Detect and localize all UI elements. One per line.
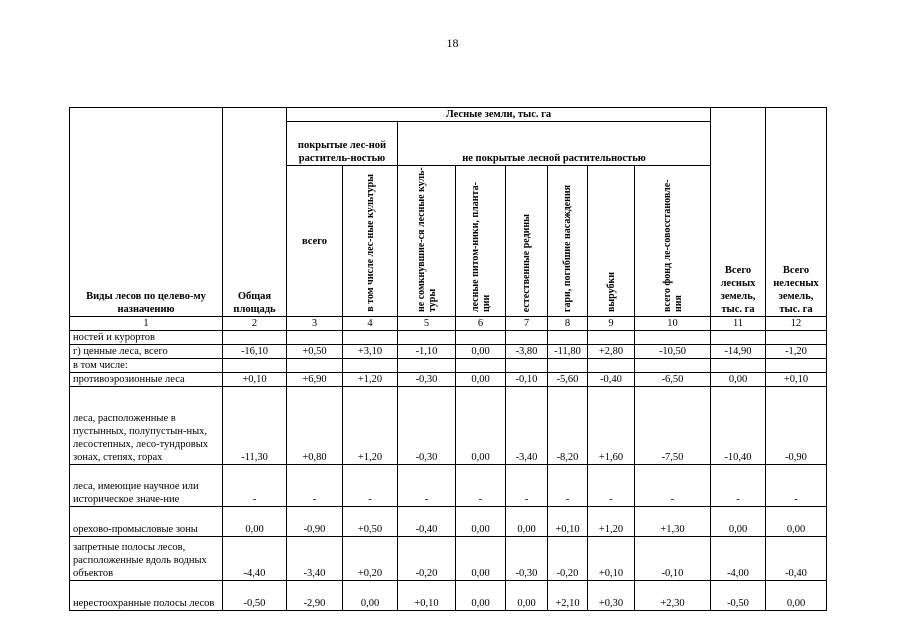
table-cell: -5,60 (548, 373, 588, 387)
table-cell: - (635, 465, 711, 507)
table-cell (223, 359, 287, 373)
table-cell (398, 359, 456, 373)
table-cell: +2,80 (588, 345, 635, 359)
column-number: 7 (506, 317, 548, 331)
table-cell: -0,40 (398, 507, 456, 537)
table-cell: -0,40 (588, 373, 635, 387)
table-cell (548, 331, 588, 345)
table-cell: -0,90 (766, 387, 827, 465)
table-row (70, 507, 827, 537)
page-number: 18 (446, 36, 459, 50)
table-cell: -10,40 (711, 387, 766, 465)
table-cell: 0,00 (766, 581, 827, 611)
table-cell: 0,00 (766, 507, 827, 537)
table-cell: -0,40 (766, 537, 827, 581)
table-cell: +0,80 (287, 387, 343, 465)
table-cell: - (506, 465, 548, 507)
header-covered-all: всего (287, 166, 343, 317)
row-label: орехово-промысловые зоны (70, 507, 223, 537)
table-cell: -0,20 (398, 537, 456, 581)
table-cell: 0,00 (456, 507, 506, 537)
header-not-covered: не покрытые лесной растительностью (398, 122, 711, 166)
table-cell: -0,10 (635, 537, 711, 581)
table-cell: -1,10 (398, 345, 456, 359)
row-label: запретные полосы лесов, расположенные вдоль водных объектов (70, 537, 223, 581)
header-total-area: Общая площадь (223, 108, 287, 317)
table-cell: 0,00 (456, 387, 506, 465)
table-cell: -8,20 (548, 387, 588, 465)
table-cell: -0,90 (287, 507, 343, 537)
table-cell: 0,00 (456, 345, 506, 359)
table-cell: 0,00 (711, 373, 766, 387)
table-cell (343, 359, 398, 373)
table-cell (711, 359, 766, 373)
table-cell: +0,30 (588, 581, 635, 611)
table-cell (588, 331, 635, 345)
table-cell: +0,10 (398, 581, 456, 611)
header-sparse-stands: естественные редины (506, 166, 548, 317)
row-label: г) ценные леса, всего (70, 345, 223, 359)
table-cell (506, 359, 548, 373)
table-cell: -6,50 (635, 373, 711, 387)
header-clearings: вырубки (588, 166, 635, 317)
table-cell: 0,00 (506, 507, 548, 537)
header-unclosed-crops: не сомкнувшие-ся лесные куль-туры (398, 166, 456, 317)
row-label: нерестоохранные полосы лесов (70, 581, 223, 611)
header-burnt-stands: гари, погибшие насаждения (548, 166, 588, 317)
row-label: в том числе: (70, 359, 223, 373)
table-cell: -0,30 (398, 373, 456, 387)
table-cell (456, 359, 506, 373)
header-forest-lands: Лесные земли, тыс. га (287, 108, 711, 122)
table-cell: +1,30 (635, 507, 711, 537)
table-cell: +3,10 (343, 345, 398, 359)
table-cell (588, 359, 635, 373)
table-cell (711, 331, 766, 345)
table-cell: +2,10 (548, 581, 588, 611)
table-cell (506, 331, 548, 345)
table-cell: +1,20 (588, 507, 635, 537)
column-number: 6 (456, 317, 506, 331)
table-cell: -2,90 (287, 581, 343, 611)
table-cell: - (398, 465, 456, 507)
table-cell: -0,10 (506, 373, 548, 387)
table-cell: -7,50 (635, 387, 711, 465)
table-cell: +0,10 (223, 373, 287, 387)
table-cell: -3,40 (287, 537, 343, 581)
header-total-nonforest-lands: Всего нелесных земель, тыс. га (766, 108, 827, 317)
forest-land-table (69, 107, 827, 611)
table-cell: - (588, 465, 635, 507)
table-cell: +0,10 (766, 373, 827, 387)
table-cell: +1,20 (343, 373, 398, 387)
table-cell: -0,50 (711, 581, 766, 611)
table-cell: -0,30 (398, 387, 456, 465)
table-row (70, 331, 827, 345)
table-cell: +0,50 (343, 507, 398, 537)
table-cell: -14,90 (711, 345, 766, 359)
table-cell: -10,50 (635, 345, 711, 359)
table-row (70, 345, 827, 359)
row-label: леса, расположенные в пустынных, полупустын-ных, лесостепных, лесо-тундровых зонах, степях, горах (70, 387, 223, 465)
row-label: противоэрозионные леса (70, 373, 223, 387)
table-cell: - (711, 465, 766, 507)
table-cell: -1,20 (766, 345, 827, 359)
table-cell: 0,00 (456, 373, 506, 387)
column-number: 1 (70, 317, 223, 331)
row-label: леса, имеющие научное или историческое значе-ние (70, 465, 223, 507)
table-cell: -4,00 (711, 537, 766, 581)
table-cell: +1,20 (343, 387, 398, 465)
table-cell: 0,00 (343, 581, 398, 611)
table-cell: - (548, 465, 588, 507)
table-cell (635, 359, 711, 373)
column-number: 3 (287, 317, 343, 331)
table-cell (456, 331, 506, 345)
table-cell: 0,00 (506, 581, 548, 611)
header-covered: покрытые лес-ной раститель-ностью (287, 122, 398, 166)
table-cell (635, 331, 711, 345)
column-number: 9 (588, 317, 635, 331)
table-cell (223, 331, 287, 345)
column-number: 11 (711, 317, 766, 331)
table-row (70, 359, 827, 373)
table-cell: - (766, 465, 827, 507)
column-number: 2 (223, 317, 287, 331)
table-cell: -0,20 (548, 537, 588, 581)
header-nurseries: лесные питом-ники, планта-ции (456, 166, 506, 317)
table-cell: - (287, 465, 343, 507)
table-cell: +6,90 (287, 373, 343, 387)
header-covered-crops: в том числе лес-ные культуры (343, 166, 398, 317)
table-cell: +1,60 (588, 387, 635, 465)
table-cell (287, 331, 343, 345)
table-cell: -0,30 (506, 537, 548, 581)
table-cell: - (223, 465, 287, 507)
table-row (70, 537, 827, 581)
column-number: 4 (343, 317, 398, 331)
header-reforestation-fund: всего фонд ле-совосстановле-ния (635, 166, 711, 317)
table-cell: 0,00 (223, 507, 287, 537)
column-number: 10 (635, 317, 711, 331)
table-cell: +0,20 (343, 537, 398, 581)
header-total-forest-lands: Всего лесных земель, тыс. га (711, 108, 766, 317)
table-cell (398, 331, 456, 345)
table-cell: +0,10 (588, 537, 635, 581)
table-cell: -3,40 (506, 387, 548, 465)
column-number: 12 (766, 317, 827, 331)
table-cell: -0,50 (223, 581, 287, 611)
column-number: 8 (548, 317, 588, 331)
table-cell (766, 331, 827, 345)
table-cell: +0,50 (287, 345, 343, 359)
table-cell: -11,80 (548, 345, 588, 359)
table-row (70, 465, 827, 507)
table-cell: -4,40 (223, 537, 287, 581)
table-cell: -11,30 (223, 387, 287, 465)
table-cell (287, 359, 343, 373)
table-cell: - (456, 465, 506, 507)
row-label: ностей и курортов (70, 331, 223, 345)
table-cell: 0,00 (711, 507, 766, 537)
table-row (70, 373, 827, 387)
table-row (70, 581, 827, 611)
table-cell: 0,00 (456, 581, 506, 611)
table-cell: 0,00 (456, 537, 506, 581)
header-forest-type: Виды лесов по целево-му назначению (70, 108, 223, 317)
table-cell (343, 331, 398, 345)
table-cell: -3,80 (506, 345, 548, 359)
table-cell: - (343, 465, 398, 507)
table-cell: +0,10 (548, 507, 588, 537)
table-cell: -16,10 (223, 345, 287, 359)
table-cell: +2,30 (635, 581, 711, 611)
column-number: 5 (398, 317, 456, 331)
table-cell (766, 359, 827, 373)
table-cell (548, 359, 588, 373)
table-row (70, 387, 827, 465)
